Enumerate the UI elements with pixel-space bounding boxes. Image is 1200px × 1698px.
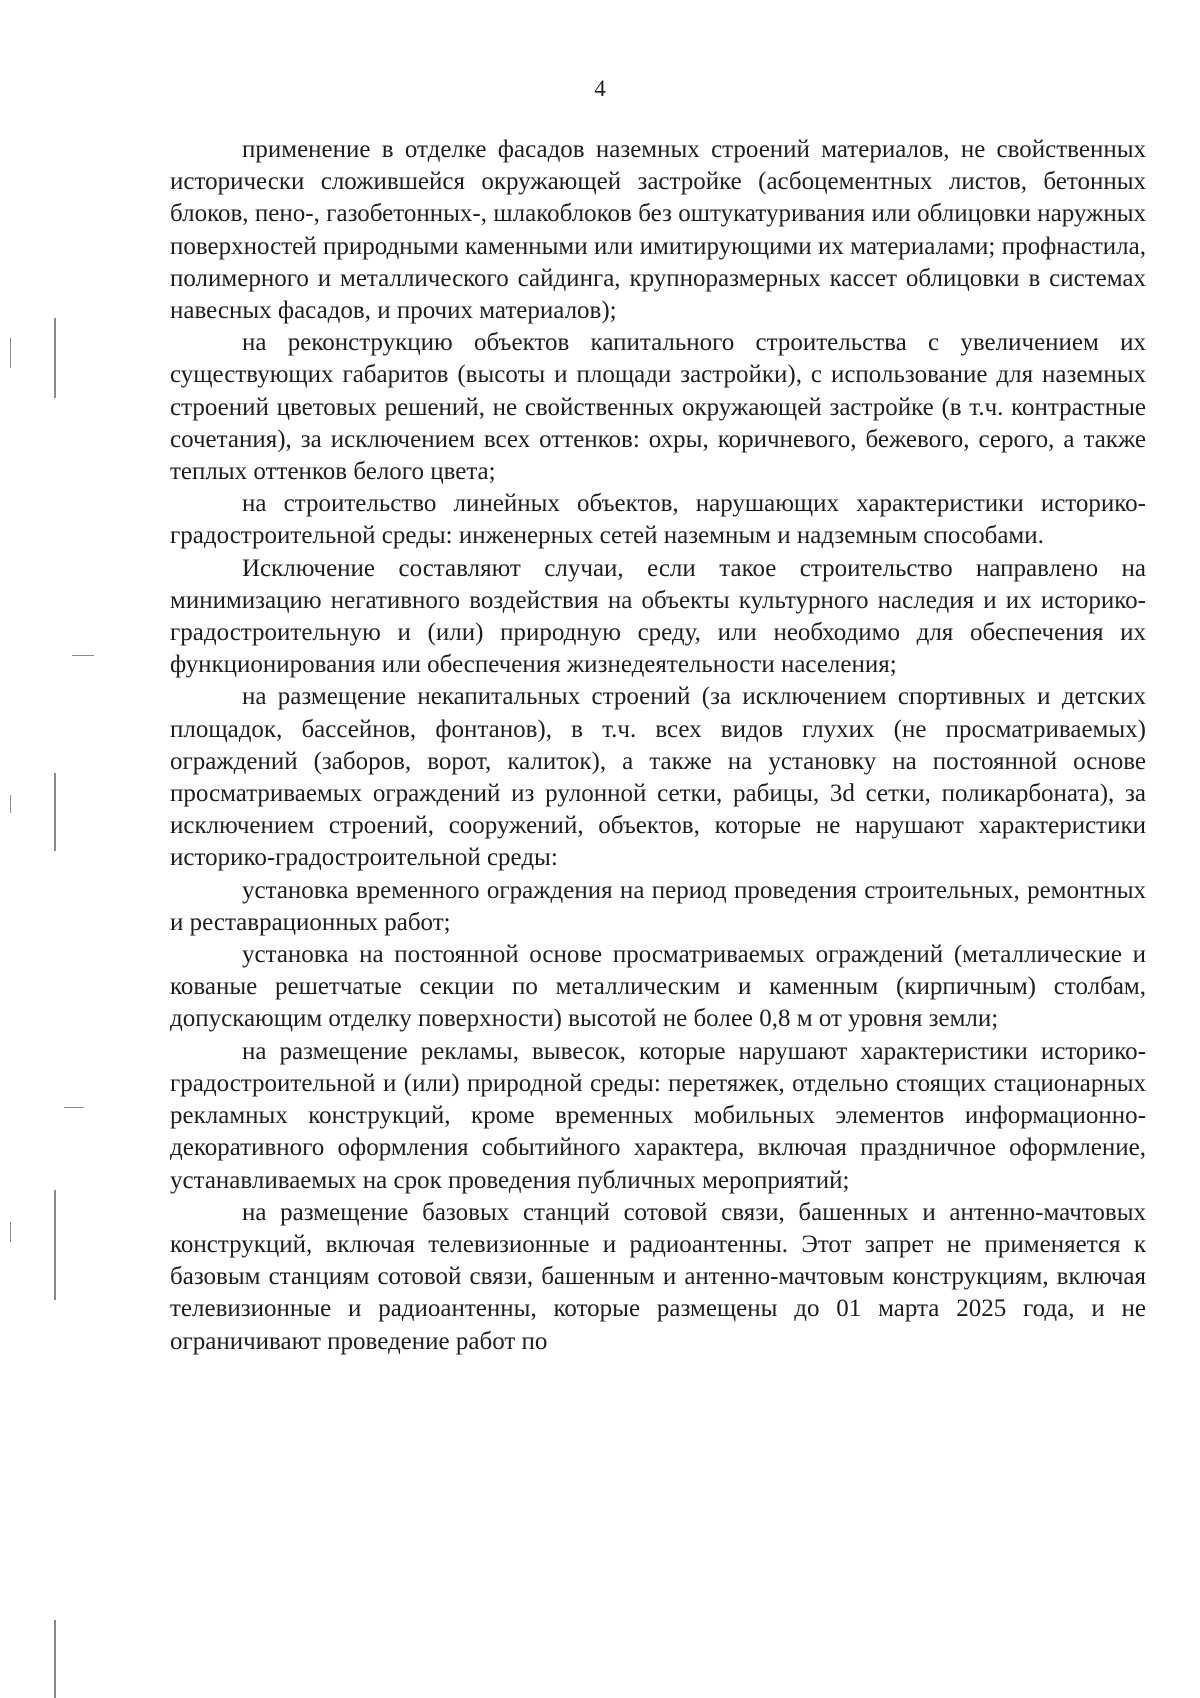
paragraph-permanent-fence: установка на постоянной основе просматриваемых ограждений (металлические и кованые решетчатые секции по металлическим и каменным (кирпичным) столбам, допускающим отделку поверхности) высотой не более 0,8 м от уровня земли; bbox=[170, 941, 1146, 1033]
scan-artifact bbox=[72, 655, 94, 656]
scan-artifact bbox=[10, 795, 11, 813]
scan-artifact bbox=[10, 1222, 11, 1242]
scan-artifact bbox=[54, 1190, 56, 1300]
scan-artifact bbox=[54, 773, 56, 851]
paragraph-non-capital-structures: на размещение некапитальных строений (за исключением спортивных и детских площадок, бассейнов, фонтанов), в т.ч. всех видов глухих (не просматриваемых) ограждений (заборов, ворот, калиток), а также на установку на постоянной основе просматриваемых ограждений из рулонной сетки, рабицы, 3d сетки, поликарбоната), за исключением строений, сооружений, объектов, которые не нарушают характеристики историко-градостроительной среды: bbox=[170, 683, 1146, 872]
document-body bbox=[170, 134, 1146, 1358]
paragraph-linear-objects: на строительство линейных объектов, нарушающих характеристики историко-градостроительной среды: инженерных сетей наземным и надземным способами. bbox=[170, 490, 1146, 550]
scan-artifact bbox=[54, 318, 56, 398]
paragraph-advertising: на размещение рекламы, вывесок, которые нарушают характеристики историко-градостроительной и (или) природной среды: перетяжек, отдельно стоящих стационарных рекламных конструкций, кроме временных мобильных элементов информационно-декоративного оформления событийного характера, включая праздничное оформление, устанавливаемых на срок проведения публичных мероприятий; bbox=[170, 1037, 1146, 1194]
scan-artifact bbox=[64, 1107, 84, 1108]
scan-artifact bbox=[10, 338, 11, 368]
scan-artifact bbox=[54, 1620, 56, 1698]
paragraph-facade-materials: применение в отделке фасадов наземных строений материалов, не свойственных исторически сложившейся окружающей застройке (асбоцементных листов, бетонных блоков, пено-, газобетонных-, шлакоблоков без оштукатуривания или облицовки наружных поверхностей природными каменными или имитирующими их материалами; профнастила, полимерного и металлического сайдинга, крупноразмерных кассет облицовки в системах навесных фасадов, и прочих материалов); bbox=[170, 136, 1146, 325]
paragraph-base-stations: на размещение базовых станций сотовой связи, башенных и антенно-мачтовых конструкций, включая телевизионные и радиоантенны. Этот запрет не применяется к базовым станциям сотовой связи, башенным и антенно-мачтовым конструкциям, включая телевизионные и радиоантенны, которые размещены до 01 марта 2025 года, и не ограничивают проведение работ по bbox=[170, 1198, 1146, 1355]
paragraph-reconstruction: на реконструкцию объектов капитального строительства с увеличением их существующих габаритов (высоты и площади застройки), с использование для наземных строений цветовых решений, не свойственных окружающей застройке (в т.ч. контрастные сочетания), за исключением всех оттенков: охры, коричневого, бежевого, серого, а также теплых оттенков белого цвета; bbox=[170, 329, 1146, 486]
page-number: 4 bbox=[594, 76, 606, 101]
paragraph-temporary-fence: установка временного ограждения на период проведения строительных, ремонтных и реставрационных работ; bbox=[170, 876, 1146, 936]
paragraph-exceptions: Исключение составляют случаи, если такое строительство направлено на минимизацию негативного воздействия на объекты культурного наследия и их историко-градостроительную и (или) природную среду, или необходимо для обеспечения их функционирования или обеспечения жизнедеятельности населения; bbox=[170, 554, 1146, 679]
